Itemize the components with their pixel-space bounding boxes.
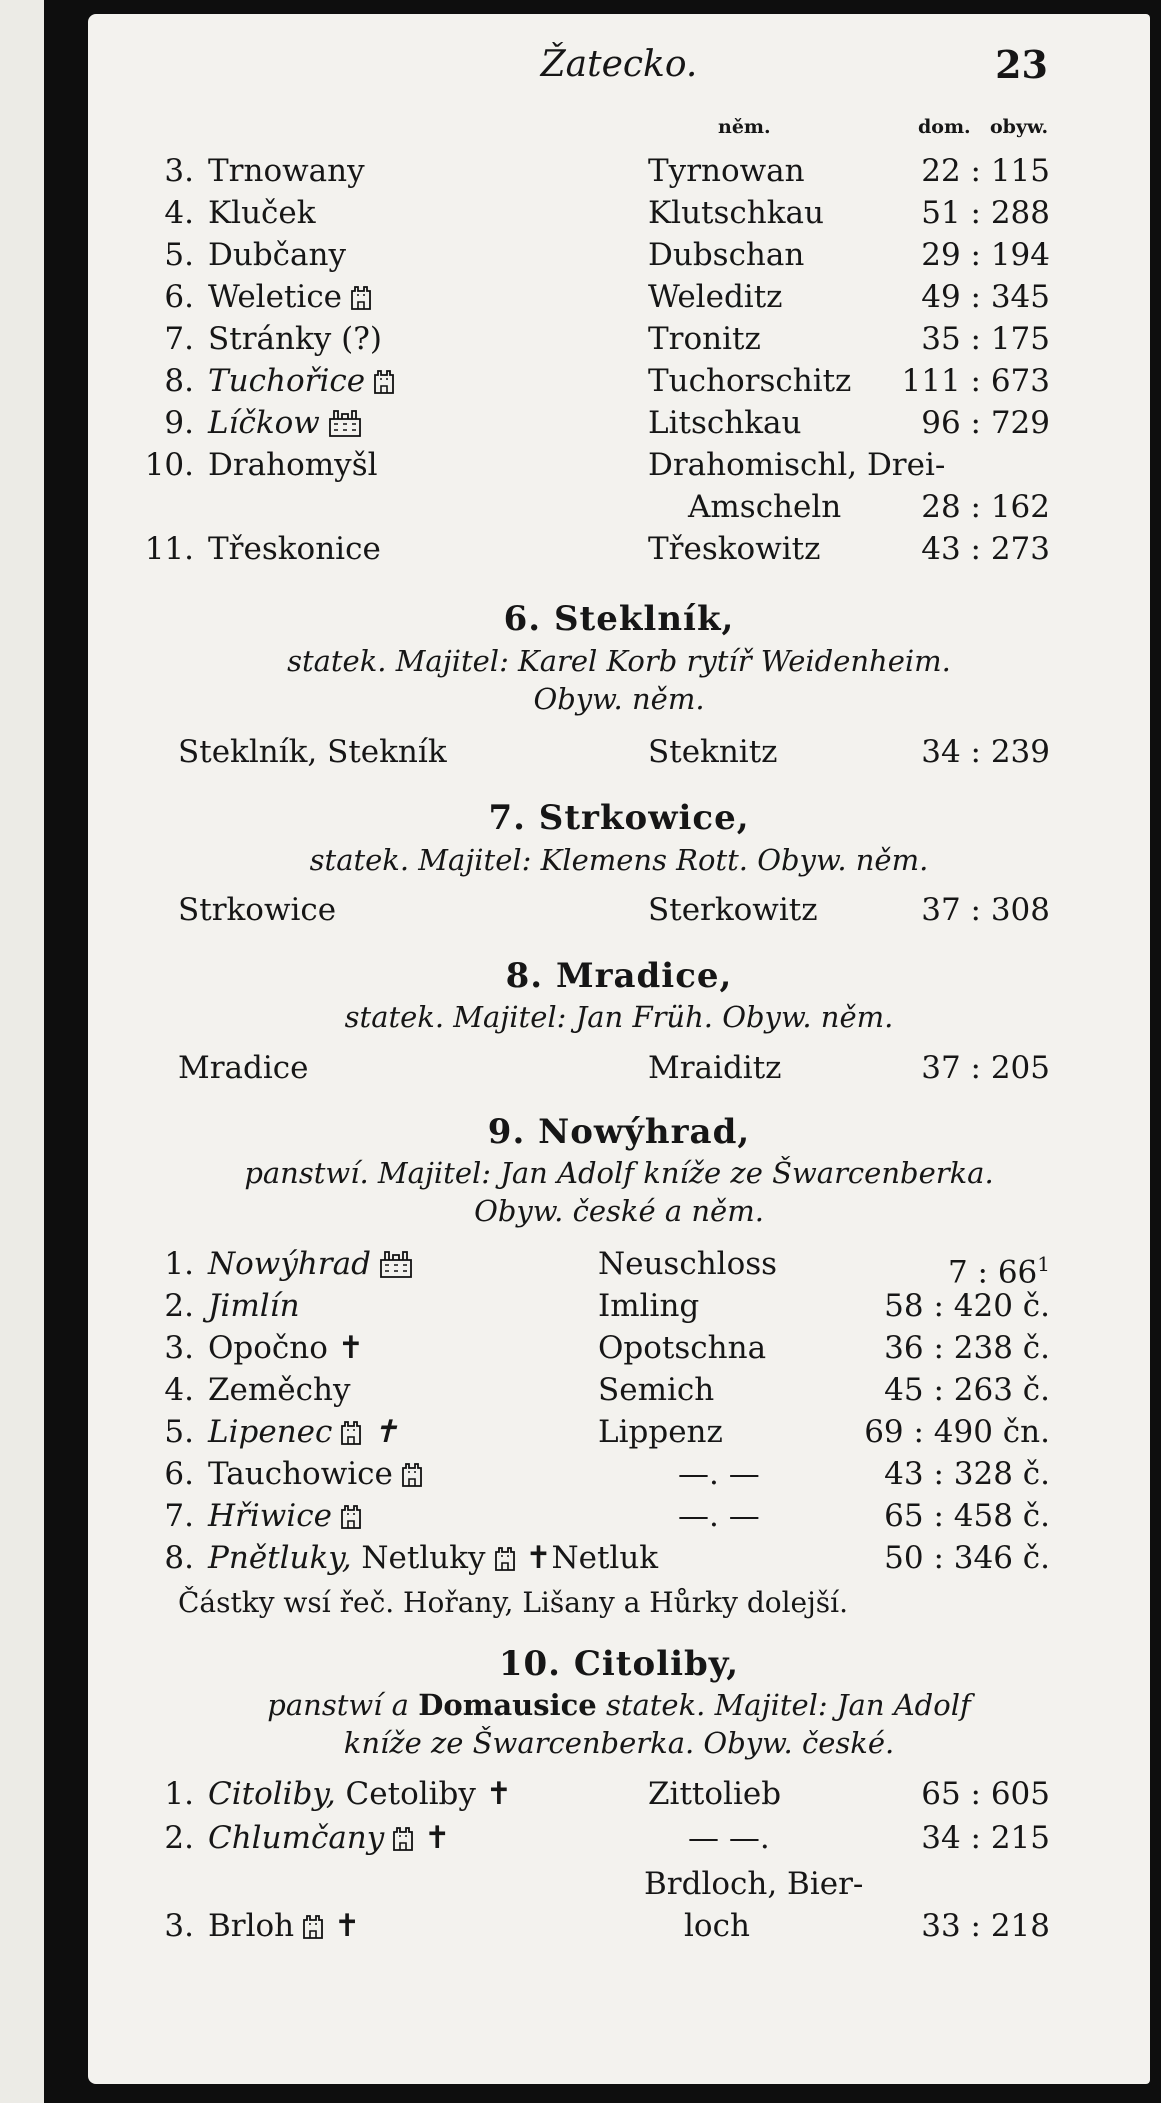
list-item: 3. Brloh ✝ loch 33 : 218 <box>164 1908 1050 1944</box>
column-header-german: něm. <box>718 116 771 138</box>
book-page <box>88 14 1150 2084</box>
page-header-title: Žatecko. <box>540 44 698 85</box>
list-item: 1. Nowýhrad Neuschloss 7 : $66^1$ <box>164 1246 1050 1291</box>
list-item: Brdloch, Bier- <box>644 1866 864 1902</box>
owner-line: statek. Majitel: Jan Früh. Obyw. něm. <box>344 1000 894 1034</box>
castle-icon <box>392 1823 414 1851</box>
footnote-text: Částky wsí řeč. Hořany, Lišany a Hůrky dolejší. <box>178 1586 849 1619</box>
list-item: 2. Jimlín Imling 58 : 420 č. <box>164 1288 1050 1324</box>
adjacent-page-edge <box>0 0 44 2103</box>
list-item: 7. Hřiwice —. — 65 : 458 č. <box>164 1498 1050 1534</box>
column-header-inhabitants: obyw. <box>990 116 1049 138</box>
list-item: 11. Třeskonice Třeskowitz 43 : 273 <box>144 531 1050 567</box>
section-heading: 9. Nowýhrad, <box>487 1112 751 1152</box>
castle-icon <box>401 1459 423 1487</box>
column-header-houses: dom. <box>918 116 971 138</box>
list-item: Amscheln 28 : 162 <box>688 489 1050 525</box>
owner-line: Obyw. něm. <box>533 682 705 716</box>
list-item: Mradice Mraiditz 37 : 205 <box>178 1050 1050 1086</box>
list-item: 4. Zeměchy Semich 45 : 263 č. <box>164 1372 1050 1408</box>
page-number: 23 <box>995 42 1048 87</box>
list-item: 10. Drahomyšl Drahomischl, Drei- <box>144 447 946 483</box>
cross-icon: ✝ <box>525 1540 552 1576</box>
list-item: 3. Trnowany Tyrnowan 22 : 115 <box>164 153 1050 189</box>
section-heading: 8. Mradice, <box>505 956 733 996</box>
list-item: 3. Opočno ✝ Opotschna 36 : 238 č. <box>164 1330 1050 1366</box>
section-heading: 10. Citoliby, <box>498 1644 740 1684</box>
section-heading: 7. Strkowice, <box>488 798 750 838</box>
owner-line: Obyw. české a něm. <box>474 1194 764 1228</box>
list-item: 2. Chlumčany ✝ — —. 34 : 215 <box>164 1820 1050 1856</box>
owner-line: panstwí a Domausice statek. Majitel: Jan Adolf <box>267 1688 971 1722</box>
section-heading: 6. Steklník, <box>503 599 735 639</box>
owner-line: statek. Majitel: Karel Korb rytíř Weidenheim. <box>287 644 951 678</box>
castle-icon <box>302 1911 324 1939</box>
list-item: 5. Dubčany Dubschan 29 : 194 <box>164 237 1050 273</box>
cross-icon: ✝ <box>424 1820 451 1856</box>
castle-icon <box>373 366 395 394</box>
list-item: 8. Pnětluky, Netluky ✝Netluk 50 : 346 č. <box>164 1540 1050 1576</box>
list-item: 5. Lipenec ✝ Lippenz 69 : 490 čn. <box>164 1414 1050 1450</box>
owner-line: kníže ze Šwarcenberka. Obyw. české. <box>343 1726 895 1760</box>
list-item: Strkowice Sterkowitz 37 : 308 <box>178 892 1050 928</box>
list-item: 6. Weletice Weleditz 49 : 345 <box>164 279 1050 315</box>
list-item: 6. Tauchowice —. — 43 : 328 č. <box>164 1456 1050 1492</box>
castle-icon <box>350 282 372 310</box>
list-item: 1. Citoliby, Cetoliby ✝ Zittolieb 65 : 605 <box>164 1776 1050 1812</box>
list-item: 8. Tuchořice Tuchorschitz 111 : 673 <box>164 363 1050 399</box>
list-item: Steklník, Stekník Steknitz 34 : 239 <box>178 734 1050 770</box>
castle-icon <box>340 1417 362 1445</box>
cross-icon: ✝ <box>337 1330 364 1366</box>
chateau-icon <box>379 1248 413 1278</box>
footnote-marker: 1 <box>1037 1252 1050 1276</box>
cross-icon: ✝ <box>485 1776 512 1812</box>
list-item: 7. Stránky (?) Tronitz 35 : 175 <box>164 321 1050 357</box>
list-item: 9. Líčkow Litschkau 96 : 729 <box>164 405 1050 441</box>
cross-icon: ✝ <box>334 1908 361 1944</box>
list-item: 4. Kluček Klutschkau 51 : 288 <box>164 195 1050 231</box>
castle-icon <box>494 1543 516 1571</box>
owner-line: panstwí. Majitel: Jan Adolf kníže ze Šwarcenberka. <box>244 1156 994 1190</box>
chateau-icon <box>328 407 362 437</box>
owner-line: statek. Majitel: Klemens Rott. Obyw. něm. <box>309 843 929 877</box>
castle-icon <box>340 1501 362 1529</box>
cross-icon: ✝ <box>372 1414 399 1450</box>
